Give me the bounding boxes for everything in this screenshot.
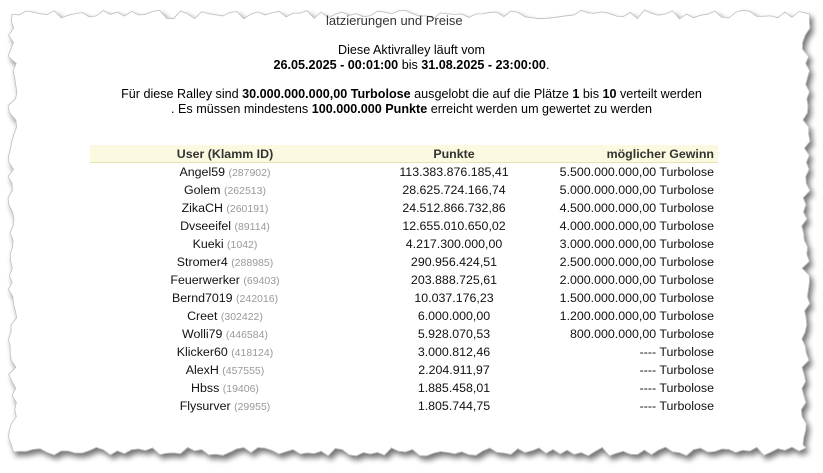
place-from: 1	[572, 87, 580, 101]
username: ZikaCH	[181, 201, 223, 215]
username: Angel59	[179, 165, 225, 179]
username: Klicker60	[176, 345, 228, 359]
username: Flysurver	[179, 399, 231, 413]
table-row	[90, 307, 718, 325]
points-cell: 290.956.424,51	[410, 255, 498, 269]
username: AlexH	[185, 363, 219, 377]
gain-cell: ---- Turbolose	[639, 381, 714, 395]
klamm-id: (29955)	[234, 401, 271, 413]
username: Kueki	[192, 237, 224, 251]
user-cell	[90, 289, 360, 307]
points-cell: 24.512.866.732,86	[402, 201, 506, 215]
klamm-id: (19406)	[222, 383, 259, 395]
points-cell: 4.217.300.000,00	[405, 237, 503, 251]
points-cell: 5.928.070,53	[417, 327, 491, 341]
period-intro: Diese Aktivralley läuft vom	[338, 43, 485, 57]
username: Golem	[184, 183, 221, 197]
gain-cell: 4.500.000.000,00 Turbolose	[559, 201, 714, 215]
user-cell	[90, 271, 360, 289]
table-row	[90, 379, 718, 397]
points-cell: 203.888.725,61	[410, 273, 498, 287]
user-cell	[90, 361, 360, 379]
user-cell	[90, 379, 360, 397]
table-row	[90, 289, 718, 307]
prize-amount: 30.000.000.000,00 Turbolose	[242, 87, 411, 101]
klamm-id: (446584)	[225, 329, 268, 341]
klamm-id: (89114)	[234, 221, 270, 233]
table-row	[90, 361, 718, 379]
gain-cell: ---- Turbolose	[639, 399, 714, 413]
user-cell	[90, 325, 360, 343]
points-cell: 12.655.010.650,02	[402, 219, 506, 233]
table-row	[90, 271, 718, 289]
username: Bernd7019	[171, 291, 233, 305]
user-cell	[90, 235, 360, 253]
start-date: 26.05.2025 - 00:01:00	[273, 58, 399, 72]
klamm-id: (288985)	[231, 257, 274, 269]
points-cell: 6.000.000,00	[417, 309, 491, 323]
period-dates: 26.05.2025 - 00:01:00 bis 31.08.2025 - 23:00:00.	[273, 58, 550, 72]
username: Feuerwerker	[170, 273, 240, 287]
username: Hbss	[191, 381, 220, 395]
table-row	[90, 181, 718, 199]
table-header-row	[90, 145, 718, 163]
user-cell	[90, 217, 360, 235]
points-cell: 1.805.744,75	[417, 399, 491, 413]
klamm-id: (262513)	[223, 185, 266, 197]
username: Creet	[187, 309, 218, 323]
section-heading: latzierungen und Preise	[326, 13, 463, 28]
ranking-rows	[90, 163, 718, 416]
klamm-id: (287902)	[228, 167, 271, 179]
user-cell	[90, 181, 360, 199]
table-row	[90, 163, 718, 182]
points-cell: 1.885.458,01	[417, 381, 491, 395]
points-cell: 28.625.724.166,74	[402, 183, 506, 197]
user-cell	[90, 397, 360, 415]
klamm-id: (69403)	[243, 275, 280, 287]
klamm-id: (1042)	[227, 239, 258, 251]
user-cell	[90, 253, 360, 271]
gain-cell: ---- Turbolose	[639, 363, 714, 377]
table-row	[90, 325, 718, 343]
table-row	[90, 253, 718, 271]
gain-cell: 1.500.000.000,00 Turbolose	[559, 291, 714, 305]
header-points: Punkte	[360, 145, 548, 163]
username: Wolli79	[182, 327, 223, 341]
klamm-id: (260191)	[226, 203, 269, 215]
gain-cell: 4.000.000.000,00 Turbolose	[559, 219, 714, 233]
header-user: User (Klamm ID)	[90, 145, 360, 163]
gain-cell: ---- Turbolose	[639, 345, 714, 359]
minimum-line: . Es müssen mindestens 100.000.000 Punkte erreicht werden um gewertet zu werden	[171, 102, 652, 116]
points-cell: 3.000.812,46	[417, 345, 491, 359]
klamm-id: (418124)	[231, 347, 274, 359]
gain-cell: 2.000.000.000,00 Turbolose	[559, 273, 714, 287]
gain-cell: 5.500.000.000,00 Turbolose	[559, 165, 714, 179]
username: Stromer4	[176, 255, 228, 269]
points-cell: 10.037.176,23	[414, 291, 494, 305]
table-row	[90, 235, 718, 253]
gain-cell: 2.500.000.000,00 Turbolose	[559, 255, 714, 269]
table-row	[90, 397, 718, 415]
bis-text: bis	[401, 58, 418, 72]
gain-cell: 800.000.000,00 Turbolose	[570, 327, 714, 341]
table-row	[90, 217, 718, 235]
prize-line: Für diese Ralley sind 30.000.000.000,00 Turbolose ausgelobt die auf die Plätze 1 bis 10 verteilt werden	[121, 87, 702, 101]
gain-cell: 1.200.000.000,00 Turbolose	[559, 309, 714, 323]
table-row	[90, 343, 718, 361]
user-cell	[90, 307, 360, 325]
table-row	[90, 199, 718, 217]
klamm-id: (242016)	[236, 293, 279, 305]
user-cell	[90, 343, 360, 361]
klamm-id: (302422)	[220, 311, 263, 323]
prize-description	[0, 87, 823, 117]
user-cell	[90, 199, 360, 217]
minimum-points: 100.000.000 Punkte	[311, 102, 428, 116]
gain-cell: 5.000.000.000,00 Turbolose	[559, 183, 714, 197]
klamm-id: (457555)	[222, 365, 265, 377]
header-gain: möglicher Gewinn	[548, 145, 718, 163]
end-date: 31.08.2025 - 23:00:00	[421, 58, 546, 72]
points-cell: 113.383.876.185,41	[399, 165, 509, 179]
points-cell: 2.204.911,97	[418, 363, 490, 377]
gain-cell: 3.000.000.000,00 Turbolose	[559, 237, 714, 251]
rally-period	[0, 43, 823, 73]
ranking-table	[90, 145, 718, 415]
user-cell	[90, 163, 360, 182]
place-to: 10	[602, 87, 617, 101]
username: Dvseeifel	[180, 219, 232, 233]
